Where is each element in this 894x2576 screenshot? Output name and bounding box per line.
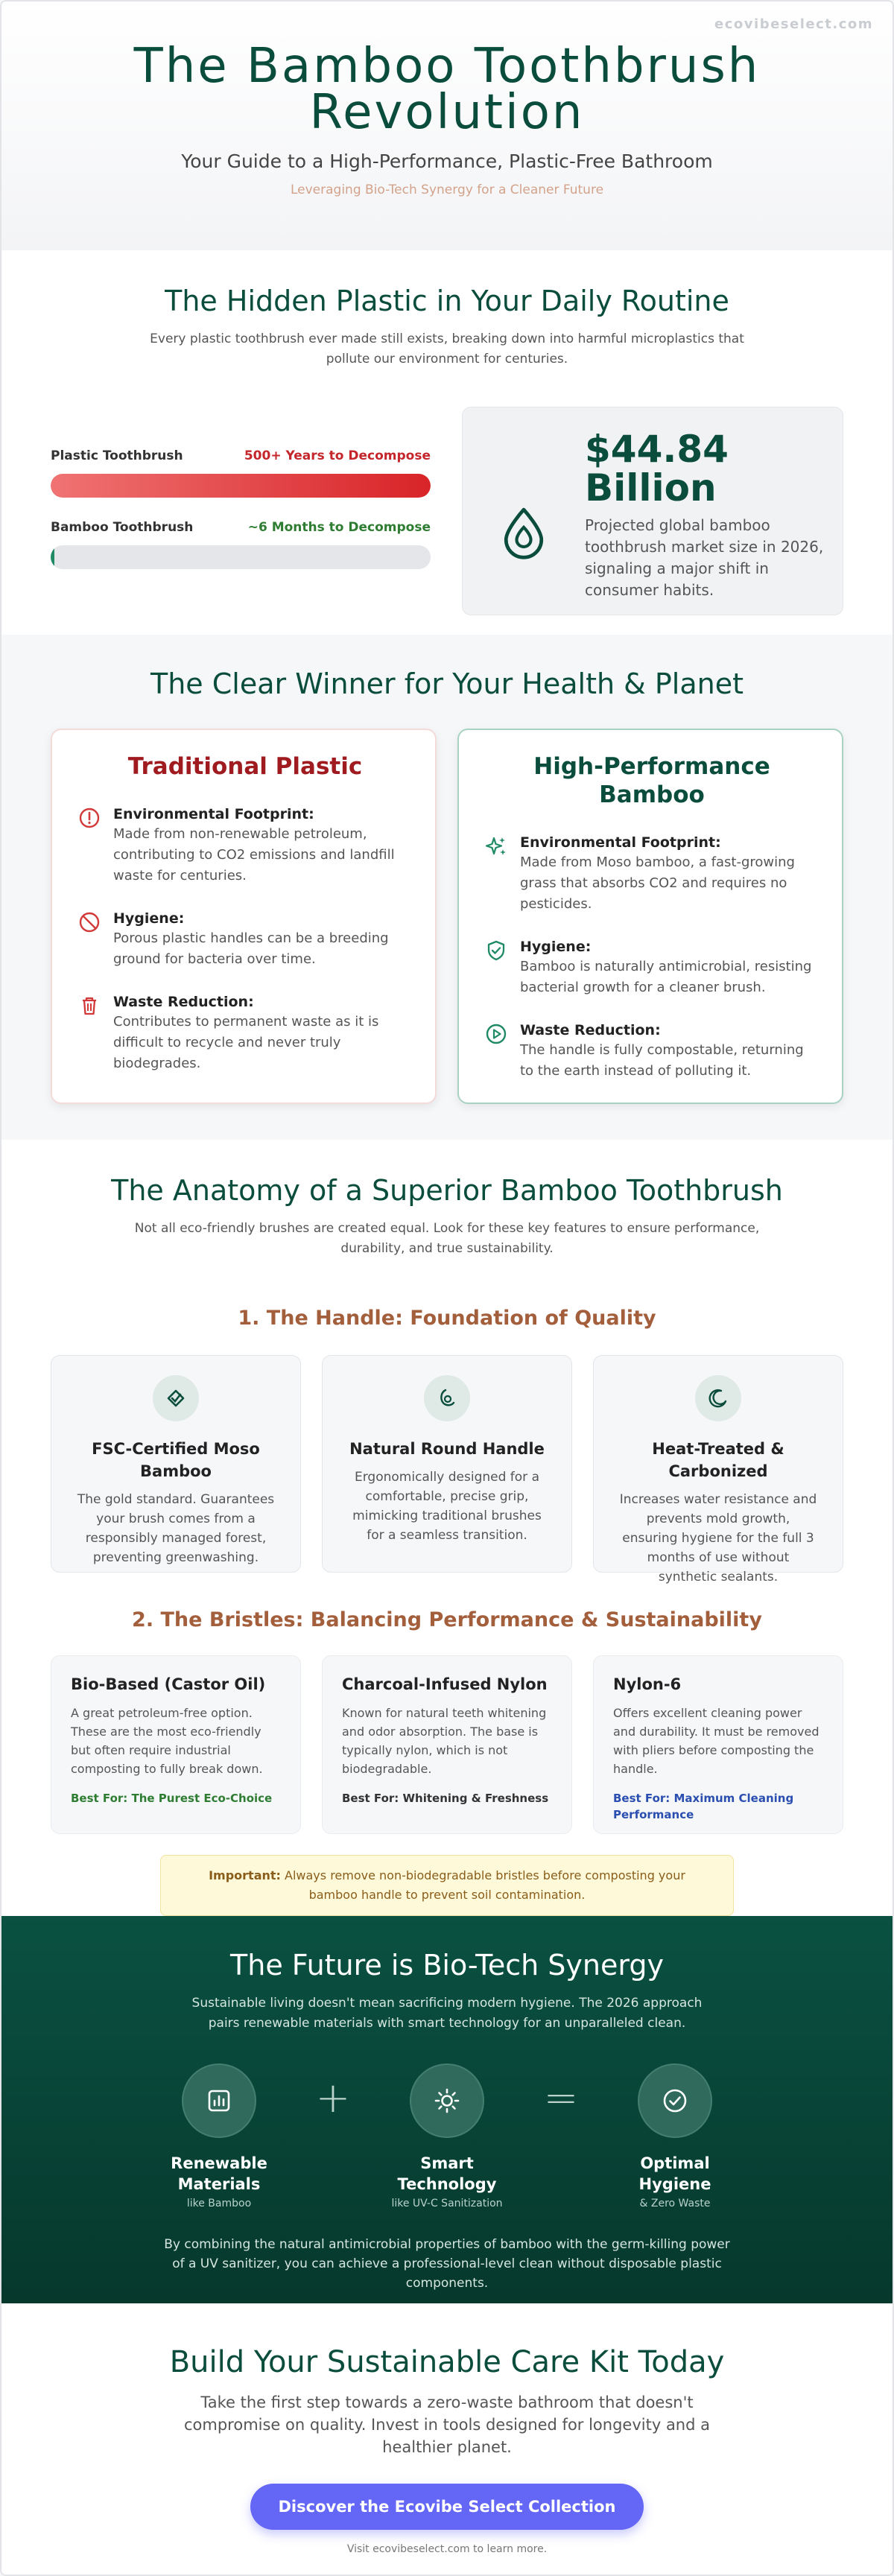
plus-operator: + xyxy=(315,2074,351,2122)
plastic-card xyxy=(51,729,437,1104)
plastic-bar xyxy=(51,448,431,498)
site-domain: ecovibeselect.com xyxy=(714,16,873,32)
page-subtitle: Your Guide to a High-Performance, Plastic-Free Bathroom xyxy=(181,150,713,172)
formula-sub: & Zero Waste xyxy=(639,2198,711,2209)
bristle-card xyxy=(51,1655,301,1834)
page-tagline: Leveraging Bio-Tech Synergy for a Cleaner Future xyxy=(290,183,604,197)
trash-icon xyxy=(77,994,101,1018)
sun-icon xyxy=(432,2086,462,2116)
bar-fill xyxy=(51,474,431,498)
formula-sub: like UV-C Sanitization xyxy=(391,2198,503,2209)
decompose-comparison xyxy=(51,407,431,615)
bar-label: Plastic Toothbrush xyxy=(51,448,183,463)
shield-check-icon xyxy=(484,939,508,962)
card-title: High-Performance Bamboo xyxy=(533,753,770,808)
sparkle-icon xyxy=(484,834,508,858)
bristle-text: A great petroleum-free option. These are the most eco-friendly but often require industrial composting to fully break down. xyxy=(71,1706,263,1776)
synergy-formula xyxy=(1,2063,893,2209)
check-circle-icon xyxy=(660,2086,690,2116)
section-title: The Anatomy of a Superior Bamboo Toothbrush xyxy=(111,1174,783,1207)
page-title: The Bamboo Toothbrush Revolution xyxy=(133,39,761,140)
handle-text: Ergonomically designed for a comfortable, precise grip, mimicking traditional brushes for a seamless transition. xyxy=(352,1470,542,1543)
feature-text: Porous plastic handles can be a breeding ground for bacteria over time. xyxy=(113,930,389,967)
feature-text: Contributes to permanent waste as it is difficult to recycle and never truly biodegrades. xyxy=(113,1014,379,1071)
feature-item xyxy=(77,805,413,886)
handle-text: The gold standard. Guarantees your brush comes from a responsibly managed forest, preventing greenwashing. xyxy=(77,1492,275,1565)
feature-item xyxy=(484,1021,820,1082)
important-notice xyxy=(160,1855,734,1916)
formula-label: Renewable Materials xyxy=(171,2154,267,2193)
alert-circle-icon xyxy=(77,806,101,830)
moon-icon xyxy=(706,1386,730,1410)
section-title: The Clear Winner for Your Health & Planet xyxy=(150,667,744,700)
bamboo-bar xyxy=(51,520,431,569)
equals-operator: = xyxy=(543,2074,579,2122)
bar-track xyxy=(51,545,431,569)
formula-label: Optimal Hygiene xyxy=(638,2154,711,2193)
hero-section xyxy=(1,1,893,250)
formula-label: Smart Technology xyxy=(397,2154,497,2193)
grip-icon xyxy=(435,1386,459,1410)
card-title: Traditional Plastic xyxy=(127,753,363,780)
feature-text: Made from non-renewable petroleum, contributing to CO2 emissions and landfill waste for centuries. xyxy=(113,826,395,883)
drop-icon xyxy=(495,504,552,561)
feature-title: Waste Reduction: xyxy=(520,1022,661,1038)
feature-item xyxy=(484,937,820,998)
biotech-section xyxy=(1,1916,893,2303)
notice-label: Important: xyxy=(209,1868,281,1882)
feature-text: The handle is fully compostable, returning to the earth instead of polluting it. xyxy=(520,1042,804,1079)
cta-section xyxy=(1,2303,893,2576)
handle-card xyxy=(51,1355,301,1573)
bristle-title: Charcoal-Infused Nylon xyxy=(342,1675,548,1693)
bar-track xyxy=(51,474,431,498)
bar-fill xyxy=(51,545,54,569)
handle-heading: 1. The Handle: Foundation of Quality xyxy=(238,1307,656,1330)
notice-text: Always remove non-biodegradable bristles before composting your bamboo handle to prevent soil contamination. xyxy=(285,1868,685,1902)
feature-item xyxy=(77,909,413,970)
handle-text: Increases water resistance and prevents mold growth, ensuring hygiene for the full 3 months of use without synthetic sealants. xyxy=(619,1492,817,1584)
handle-card xyxy=(593,1355,843,1584)
formula-item xyxy=(602,2063,748,2209)
bar-value: ~6 Months to Decompose xyxy=(247,520,431,535)
play-circle-icon xyxy=(484,1022,508,1046)
section-title: The Future is Bio-Tech Synergy xyxy=(230,1949,664,1982)
formula-item xyxy=(374,2063,520,2209)
handle-title: FSC-Certified Moso Bamboo xyxy=(92,1440,260,1480)
feature-item xyxy=(484,833,820,915)
handle-card xyxy=(322,1355,572,1573)
bristle-best-for: Best For: The Purest Eco-Choice xyxy=(71,1792,273,1805)
bristle-best-for: Best For: Maximum Cleaning Performance xyxy=(613,1792,794,1821)
section-lead: Sustainable living doesn't mean sacrificing modern hygiene. The 2026 approach pairs renewable materials with smart technology for an unparalleled clean. xyxy=(191,1996,703,2031)
section-lead: Not all eco-friendly brushes are created equal. Look for these key features to ensure performance, durability, and true sustainability. xyxy=(134,1221,760,1256)
market-stat-value: $44.84 Billion xyxy=(585,428,729,510)
bristle-text: Known for natural teeth whitening and odor absorption. The base is typically nylon, which is not biodegradable. xyxy=(342,1706,547,1776)
bar-label: Bamboo Toothbrush xyxy=(51,520,194,535)
bristle-heading: 2. The Bristles: Balancing Performance & Sustainability xyxy=(132,1608,762,1631)
handle-title: Natural Round Handle xyxy=(349,1440,545,1458)
market-stat-card xyxy=(462,407,843,615)
hidden-plastic-section xyxy=(1,250,893,635)
bristle-text: Offers excellent cleaning power and durability. It must be removed with pliers before composting the handle. xyxy=(613,1706,820,1776)
bar-value: 500+ Years to Decompose xyxy=(244,448,431,463)
section-title: Build Your Sustainable Care Kit Today xyxy=(169,2345,725,2379)
section-title: The Hidden Plastic in Your Daily Routine xyxy=(165,285,729,317)
bamboo-card xyxy=(457,729,843,1104)
feature-title: Environmental Footprint: xyxy=(520,834,721,851)
feature-title: Environmental Footprint: xyxy=(113,806,314,822)
bristle-best-for: Best For: Whitening & Freshness xyxy=(342,1792,549,1805)
feature-text: Made from Moso bamboo, a fast-growing grass that absorbs CO2 and requires no pesticides. xyxy=(520,854,795,912)
formula-item xyxy=(146,2063,292,2209)
section-lead: Take the first step towards a zero-waste bathroom that doesn't compromise on quality. Invest in tools designed for longevity and a healthier planet. xyxy=(184,2393,710,2456)
handle-title: Heat-Treated & Carbonized xyxy=(652,1440,784,1480)
feature-item xyxy=(77,992,413,1074)
certified-leaf-icon xyxy=(164,1386,188,1410)
bristle-card xyxy=(593,1655,843,1834)
prohibited-icon xyxy=(77,910,101,934)
discover-collection-button[interactable]: Discover the Ecovibe Select Collection xyxy=(250,2484,644,2530)
bristle-title: Nylon-6 xyxy=(613,1675,682,1693)
feature-text: Bamboo is naturally antimicrobial, resisting bacterial growth for a cleaner brush. xyxy=(520,959,812,995)
feature-title: Hygiene: xyxy=(113,910,185,927)
feature-title: Hygiene: xyxy=(520,939,592,955)
feature-title: Waste Reduction: xyxy=(113,994,254,1010)
bristle-title: Bio-Based (Castor Oil) xyxy=(71,1675,266,1693)
chart-icon xyxy=(204,2086,234,2116)
biotech-closing: By combining the natural antimicrobial properties of bamboo with the germ-killing power of a UV sanitizer, you can achieve a professional-level clean without disposable plastic components. xyxy=(164,2237,730,2291)
bristle-card xyxy=(322,1655,572,1834)
comparison-section xyxy=(1,635,893,1140)
anatomy-section xyxy=(1,1140,893,1916)
formula-sub: like Bamboo xyxy=(186,2198,252,2209)
section-lead: Every plastic toothbrush ever made still exists, breaking down into harmful microplastics that pollute our environment for centuries. xyxy=(150,331,744,367)
market-stat-text: Projected global bamboo toothbrush market size in 2026, signaling a major shift in consumer habits. xyxy=(585,516,824,599)
visit-note: Visit ecovibeselect.com to learn more. xyxy=(346,2543,548,2555)
